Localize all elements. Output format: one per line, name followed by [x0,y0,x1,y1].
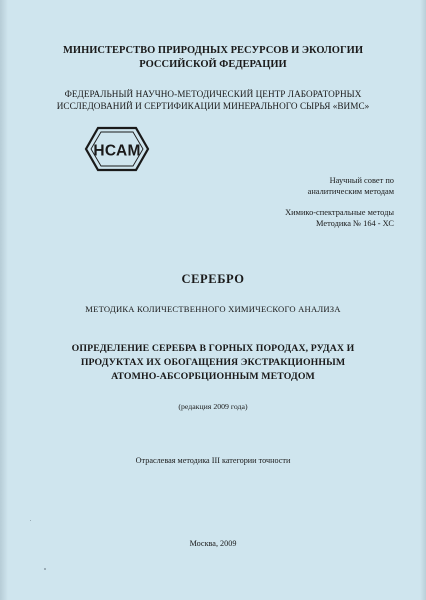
ministry-line-2: РОССИЙСКОЙ ФЕДЕРАЦИИ [139,59,287,70]
logo-text: НСАМ [93,142,141,160]
document-subtitle: МЕТОДИКА КОЛИЧЕСТВЕННОГО ХИМИЧЕСКОГО АНАЛИЗА [85,304,341,314]
main-title-line-3: АТОМНО-АБСОРБЦИОННЫМ МЕТОДОМ [111,371,315,382]
edition-note: (редакция 2009 года) [178,402,248,411]
city-year: Москва, 2009 [189,539,237,548]
nsam-logo-icon [84,126,150,172]
paper-speck [44,568,46,570]
council-block [308,175,394,197]
method-info-block [285,207,394,229]
accuracy-category: Отраслевая методика III категории точности [135,456,291,465]
paper-speck [30,520,31,521]
method-line-1: Химико-спектральные методы [285,208,394,217]
organization-name [0,88,426,112]
ministry-header [0,44,426,72]
council-line-2: аналитическим методам [307,187,394,196]
ministry-line-1: МИНИСТЕРСТВО ПРИРОДНЫХ РЕСУРСОВ И ЭКОЛОГИИ [63,45,363,56]
main-title-line-1: ОПРЕДЕЛЕНИЕ СЕРЕБРА В ГОРНЫХ ПОРОДАХ, РУДАХ И [71,343,355,354]
organization-line-1: ФЕДЕРАЛЬНЫЙ НАУЧНО-МЕТОДИЧЕСКИЙ ЦЕНТР ЛАБОРАТОРНЫХ [64,89,362,99]
organization-line-2: ИССЛЕДОВАНИЙ И СЕРТИФИКАЦИИ МИНЕРАЛЬНОГО СЫРЬЯ «ВИМС» [56,101,370,111]
method-line-2: Методика № 164 - ХС [316,219,394,228]
document-title: СЕРЕБРО [181,272,245,286]
main-title-line-2: ПРОДУКТАХ ИХ ОБОГАЩЕНИЯ ЭКСТРАКЦИОННЫМ [80,357,346,368]
council-line-1: Научный совет по [329,176,394,185]
main-title [0,342,426,384]
